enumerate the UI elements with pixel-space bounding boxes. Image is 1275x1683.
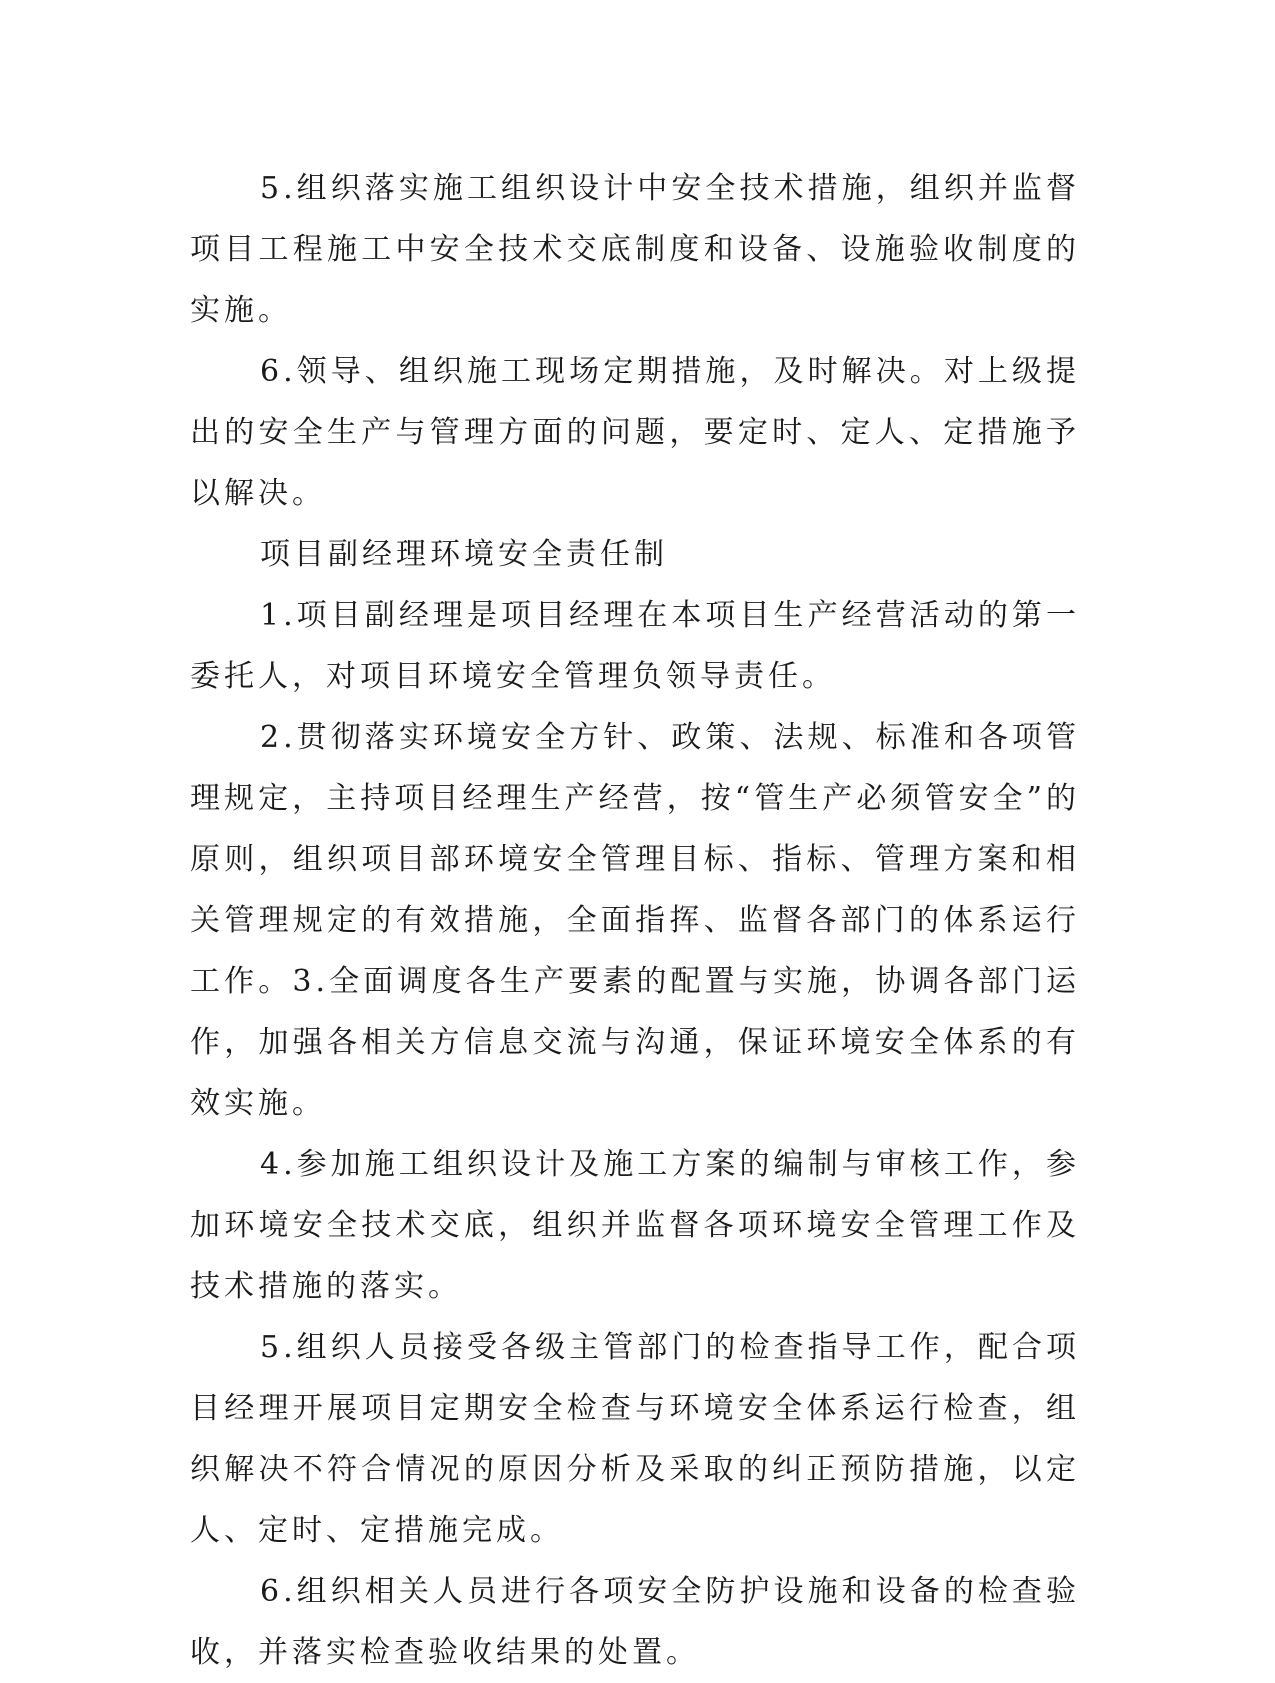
paragraph-item-5-safety-measures: 5.组织落实施工组织设计中安全技术措施，组织并监督项目工程施工中安全技术交底制度和设备、设施验收制度的实施。 (190, 171, 1080, 328)
paragraph-item-5-inspections: 5.组织人员接受各级主管部门的检查指导工作，配合项目经理开展项目定期安全检查与环境安全体系运行检查，组织解决不符合情况的原因分析及采取的纠正预防措施，以定人、定时、定措施完成。 (190, 1330, 1080, 1548)
paragraph-item-1-deputy-manager: 1.项目副经理是项目经理在本项目生产经营活动的第一委托人，对项目环境安全管理负领导责任。 (190, 598, 1080, 694)
paragraph-item-6-site-measures: 6.领导、组织施工现场定期措施，及时解决。对上级提出的安全生产与管理方面的问题，要定时、定人、定措施予以解决。 (190, 354, 1080, 511)
section-heading: 项目副经理环境安全责任制 (260, 537, 668, 572)
paragraph-item-2-and-3-policies: 2.贯彻落实环境安全方针、政策、法规、标准和各项管理规定，主持项目经理生产经营，按“管生产必须管安全”的原则，组织项目部环境安全管理目标、指标、管理方案和相关管理规定的有效措施，全面指挥、监督各部门的体系运行工作。3.全面调度各生产要素的配置与实施，协调各部门运作，加强各相关方信息交流与沟通，保证环境安全体系的有效实施。 (190, 720, 1080, 1121)
document-body (190, 158, 1080, 1683)
paragraph-item-6-acceptance: 6.组织相关人员进行各项安全防护设施和设备的检查验收，并落实检查验收结果的处置。 (190, 1574, 1080, 1670)
paragraph-item-4-construction-design: 4.参加施工组织设计及施工方案的编制与审核工作，参加环境安全技术交底，组织并监督各项环境安全管理工作及技术措施的落实。 (190, 1147, 1080, 1304)
